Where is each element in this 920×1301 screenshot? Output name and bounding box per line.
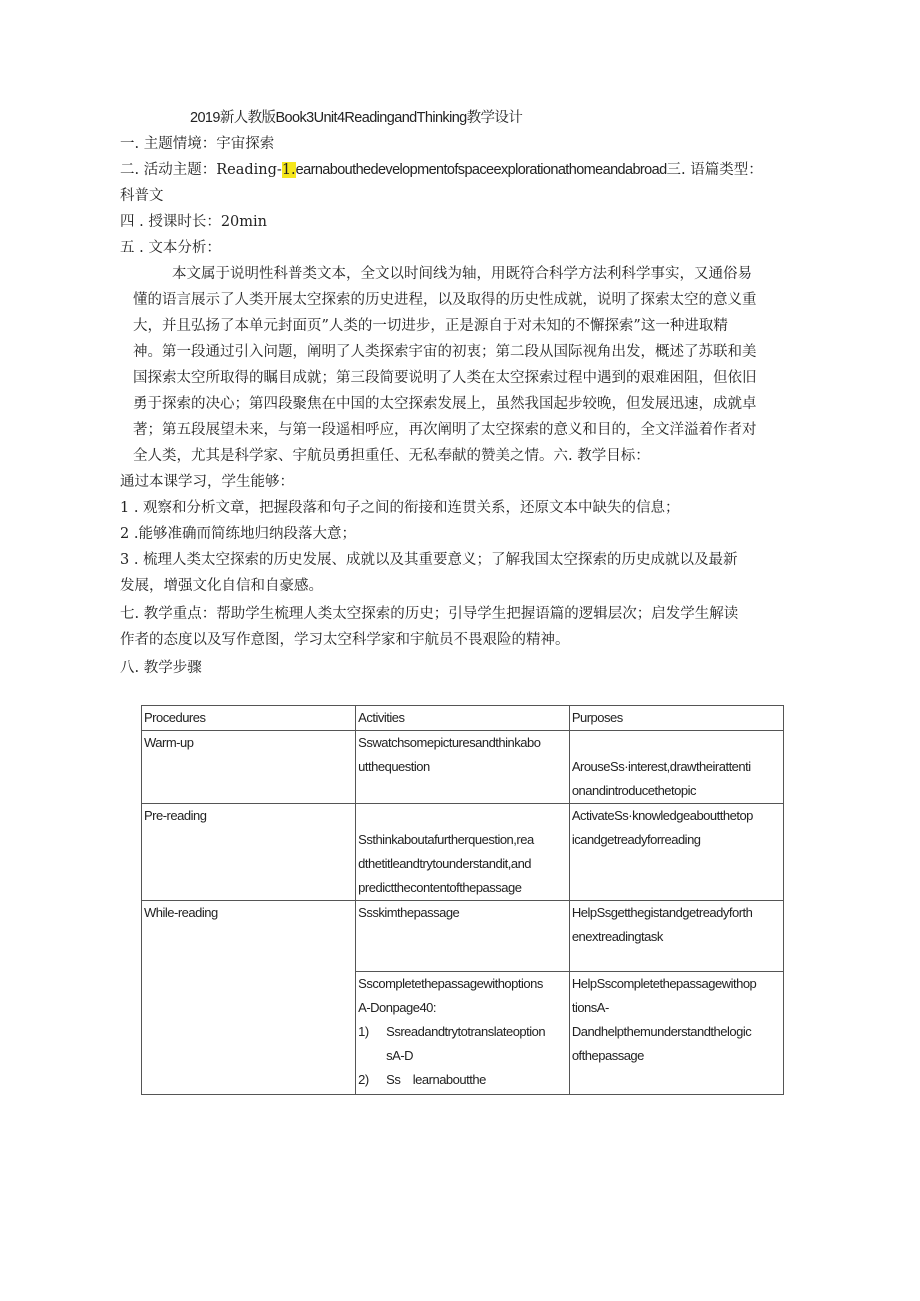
text-type-value: 科普文 (120, 188, 164, 204)
purpose-cell (569, 901, 783, 972)
activity-cell (356, 804, 570, 901)
sub-step-text (386, 1020, 569, 1068)
activity-line: Ssthinkaboutafurtherquestion,rea (358, 832, 534, 847)
sub-step-line: Ssreadandtrytotranslateoption (386, 1024, 546, 1039)
activity-cell (356, 972, 570, 1095)
steps-heading: 八. 教学步骤 (120, 660, 202, 676)
header-purposes: Purposes (569, 706, 783, 731)
section-duration: 四 . 授课时长：20min (120, 214, 268, 230)
purpose-line: enextreadingtask (571, 929, 663, 944)
sub-step-number: 1) (358, 1024, 369, 1039)
purpose-line: ArouseSs·interest,drawtheirattenti (571, 759, 751, 774)
sub-step (358, 1068, 569, 1092)
purpose-cell (569, 731, 783, 804)
text-type-label: 三. 语篇类型： (666, 162, 763, 178)
analysis-line: 本文属于说明性科普类文本，全文以时间线为轴，用既符合科学方法利科学事实，又通俗易 (172, 266, 752, 282)
highlighted-number: 1. (281, 162, 296, 178)
section-theme-context: 一. 主题情境：宇宙探索 (120, 136, 275, 152)
purpose-line: ActivateSs·knowledgeaboutthetop (571, 808, 753, 823)
purpose-line: ofthepassage (571, 1048, 644, 1063)
activity-cell (356, 731, 570, 804)
analysis-line: 国探索太空所取得的瞩目成就；第三段简要说明了人类在太空探索过程中遇到的艰难困阻，但依旧 (133, 370, 757, 386)
activity-line: utthequestion (358, 759, 430, 774)
stage-cell: Warm-up (142, 731, 356, 804)
sub-step-line: sA-D (386, 1048, 414, 1063)
table-row (142, 901, 784, 972)
objective-item: 2 .能够准确而简练地归纳段落大意； (120, 526, 356, 542)
stage-cell: While-reading (142, 901, 356, 1095)
table-row (142, 804, 784, 901)
activity-line: Sswatchsomepicturesandthinkabo (358, 735, 541, 750)
teaching-focus: 作者的态度以及写作意图，学习太空科学家和宇航员不畏艰险的精神。 (120, 632, 570, 648)
activity-line: predictthecontentofthepassage (358, 880, 522, 895)
section-text-analysis: 五 . 文本分析： (120, 240, 221, 256)
analysis-line: 全人类，尤其是科学家、宇航员勇担重任、无私奉献的赞美之情。六. 教学目标： (133, 448, 650, 464)
activity-theme-prefix: 二. 活动主题：Reading- (120, 162, 282, 178)
purpose-line: icandgetreadyforreading (571, 832, 701, 847)
activity-line: Sscompletethepassagewithoptions (358, 976, 543, 991)
purpose-line: Dandhelpthemunderstandthelogic (571, 1024, 752, 1039)
analysis-line: 懂的语言展示了人类开展太空探索的历史进程，以及取得的历史性成就，说明了探索太空的意义重 (133, 292, 757, 308)
table-row (142, 731, 784, 804)
objectives-intro: 通过本课学习，学生能够： (120, 474, 294, 490)
section-activity-theme (120, 160, 763, 180)
header-activities: Activities (356, 706, 570, 731)
objective-item: 3 . 梳理人类太空探索的历史发展、成就以及其重要意义；了解我国太空探索的历史成就以及最新 (120, 552, 738, 568)
stage-cell: Pre-reading (142, 804, 356, 901)
activity-cell: Ssskimthepassage (356, 901, 570, 972)
document-title: 2019新人教版Book3Unit4ReadingandThinking教学设计 (190, 110, 523, 126)
analysis-line: 著；第五段展望未来，与第一段遥相呼应，再次阐明了太空探索的意义和目的，全文洋溢着作者对 (133, 422, 757, 438)
analysis-line: 神。第一段通过引入问题，阐明了人类探索宇宙的初衷；第二段从国际视角出发，概述了苏联和美 (133, 344, 757, 360)
purpose-line: tionsA- (571, 1000, 609, 1015)
purpose-cell (569, 972, 783, 1095)
teaching-focus: 七. 教学重点：帮助学生梳理人类太空探索的历史；引导学生把握语篇的逻辑层次；启发学生解读 (120, 606, 739, 622)
sub-step (358, 1020, 569, 1068)
header-procedures: Procedures (142, 706, 356, 731)
purpose-line: HelpSscompletethepassagewithop (571, 976, 757, 991)
analysis-line: 勇于探索的决心；第四段聚焦在中国的太空探索发展上，虽然我国起步较晚，但发展迅速，成就卓 (133, 396, 757, 412)
activity-line: A-Donpage40: (358, 1000, 437, 1015)
purpose-line: HelpSsgetthegistandgetreadyforth (571, 905, 753, 920)
analysis-line: 大，并且弘扬了本单元封面页”人类的一切进步，正是源自于对未知的不懈探索”这一种进取精 (133, 318, 728, 334)
procedures-table (141, 705, 784, 1095)
objective-item: 发展，增强文化自信和自豪感。 (120, 578, 323, 594)
sub-step-number: 2) (358, 1072, 369, 1087)
sub-step-text: Ss learnaboutthe (386, 1072, 486, 1087)
activity-line: dthetitleandtrytounderstandit,and (358, 856, 532, 871)
activity-theme-text: earnabouthedevelopmentofspaceexplorationathomeandabroad (295, 162, 667, 178)
table-header-row (142, 706, 784, 731)
purpose-line: onandintroducethetopic (571, 783, 696, 798)
purpose-cell (569, 804, 783, 901)
objective-item: 1 . 观察和分析文章，把握段落和句子之间的衔接和连贯关系，还原文本中缺失的信息； (120, 500, 680, 516)
